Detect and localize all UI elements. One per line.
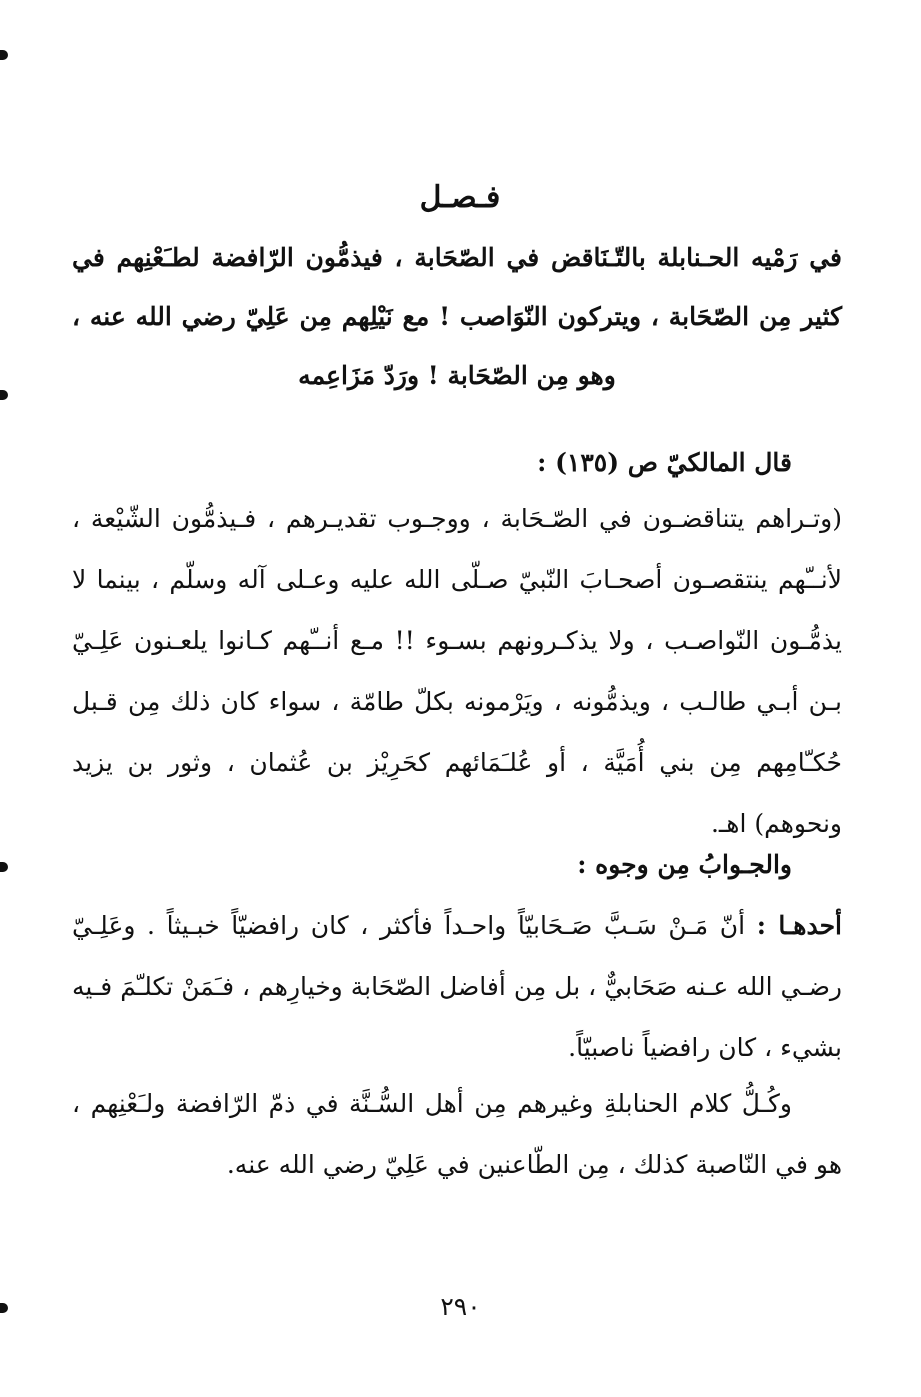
first-point-paragraph xyxy=(72,895,842,1078)
answer-intro: والجـوابُ مِن وجوه : xyxy=(577,850,792,879)
margin-dot xyxy=(0,390,8,400)
margin-dot xyxy=(0,862,8,872)
quoted-passage: (وتـراهم يتناقضـون في الصّـحَابة ، ووجـوب تقديـرهم ، فـيذمُّون الشّيْعة ، لأنــّهم ينتقصـون أصحـابَ النّبيّ صـلّى الله عليه وعـلى آله وسلّم ، بينما لا يذمُّـون النّواصـب ، ولا يذكـرونهم بسـوء !! مـع أنــّهم كـانوا يلعـنون عَلِـيّ بـن أبـي طالـب ، ويذمُّونه ، ويَرْمونه بكلّ طامّة ، سواء كان ذلك مِن قـبل حُكـّامِهم مِن بني أُمَيَّة ، أو عُلـَمَائهم كحَرِيْز بن عُثمان ، وثور بن يزيد ونحوهم) اهـ. xyxy=(72,504,842,838)
first-point-label: أحدهـا : xyxy=(756,911,842,940)
margin-dot xyxy=(0,50,8,60)
section-subheading: في رَمْيه الحـنابلة بالتّـنَاقض في الصّحَابة ، فيذمُّون الرّافضة لطـَعْنِهم في كثير مِن الصّحَابة ، ويتركون النّوَاصب ! مع نَيْلِهم مِن عَلِيّ رضي الله عنه ، وهو مِن الصّحَابة ! ورَدّ مَزَاعِمه xyxy=(72,243,842,390)
quote-intro: قال المالكيّ ص (١٣٥) : xyxy=(537,448,792,477)
section-heading: فـصـل xyxy=(419,180,501,215)
first-point-text: أنّ مَـنْ سَـبَّ صَـحَابيّاً واحـداً فأكثر ، كان رافضيّاً خبـيثاً . وعَلِـيّ رضـي الله عـنه صَحَابيٌّ ، بل مِن أفاضل الصّحَابة وخيارِهم ، فـَمَنْ تكلـّمَ فـيه بشيء ، كان رافضياً ناصبيّاً. xyxy=(72,911,842,1062)
page-number: ٢٩٠ xyxy=(440,1292,481,1321)
closing-paragraph: وكُـلُّ كلام الحنابلةِ وغيرهم مِن أهل السُّـنَّة في ذمّ الرّافضة ولـَعْنِهم ، هو في النّاصبة كذلك ، مِن الطّاعنين في عَلِيّ رضي الله عنه. xyxy=(72,1089,842,1179)
